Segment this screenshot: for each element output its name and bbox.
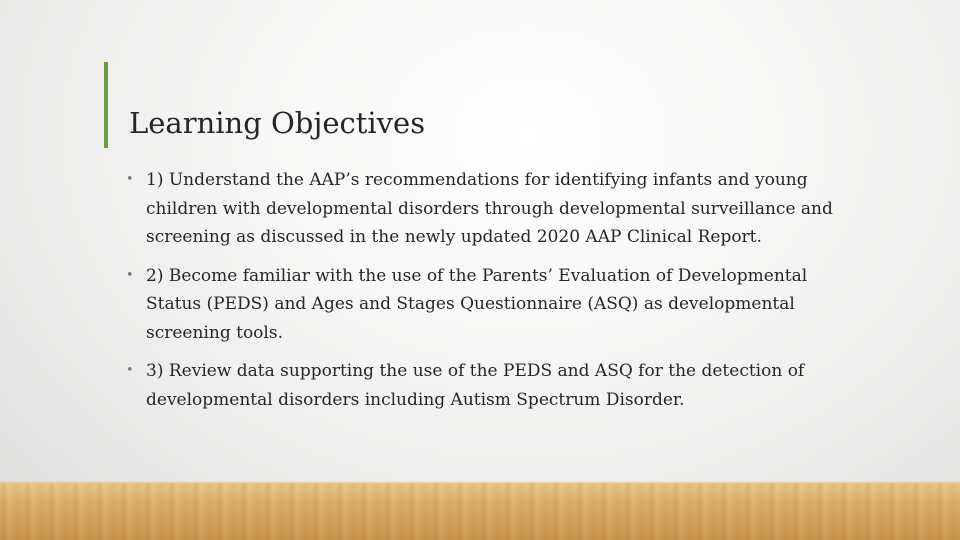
title-accent-bar (104, 62, 108, 148)
bullet-text: 2) Become familiar with the use of the Parents’ Evaluation of Developmental Status (PEDS) and Ages and Stages Questionnaire (ASQ) as developmental screening tools. (146, 265, 808, 343)
list-item (126, 357, 846, 414)
list-item (126, 166, 846, 252)
objectives-list (126, 166, 846, 424)
wood-floor-decoration (0, 483, 960, 540)
bullet-text: 3) Review data supporting the use of the PEDS and ASQ for the detection of developmental disorders including Autism Spectrum Disorder. (146, 361, 805, 410)
bullet-dot-icon: • (126, 172, 134, 187)
slide-title: Learning Objectives (129, 106, 426, 140)
bullet-text: 1) Understand the AAP’s recommendations for identifying infants and young children with developmental disorders through developmental surveillance and screening as discussed in the newly updated 2020 AAP Clinical Report. (146, 170, 833, 247)
bullet-dot-icon: • (126, 267, 134, 283)
list-item (126, 262, 846, 348)
bullet-dot-icon: • (126, 363, 134, 378)
